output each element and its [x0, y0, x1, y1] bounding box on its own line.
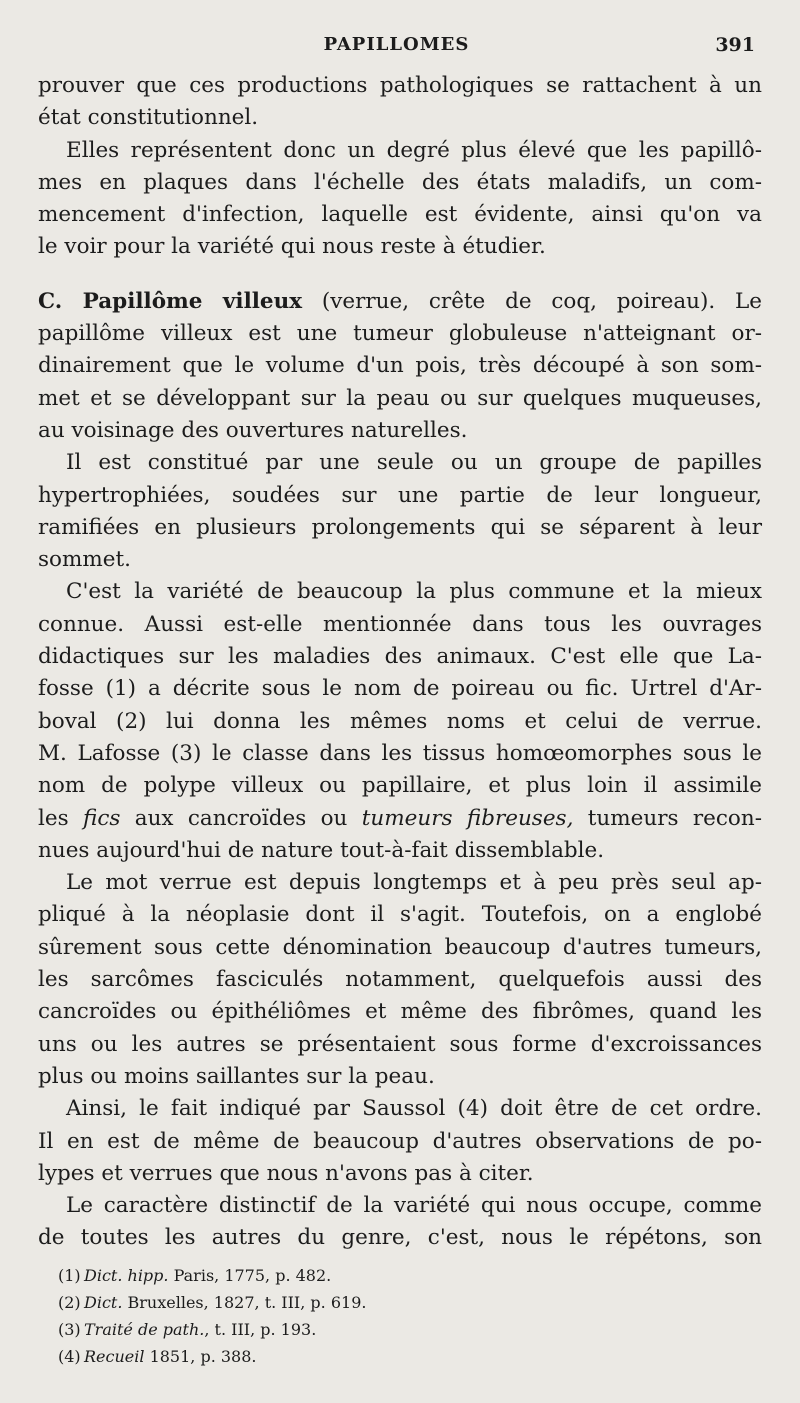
footnote: [58, 1289, 658, 1316]
text-line: Il en est de même de beaucoup d'autres observations de po-: [38, 1128, 762, 1154]
footnote-work: Dict. hipp.: [84, 1266, 169, 1285]
text-line: M. Lafosse (3) le classe dans les tissus homœomorphes sous le: [38, 740, 762, 766]
text-line: de toutes les autres du genre, c'est, nous le répétons, son: [38, 1225, 762, 1251]
text-line: papillôme villeux est une tumeur globuleuse n'atteignant or-: [38, 321, 762, 347]
text-line: Ainsi, le fait indiqué par Saussol (4) doit être de cet ordre.: [66, 1096, 762, 1122]
text-line: nom de polype villeux ou papillaire, et plus loin il assimile: [38, 773, 762, 799]
text-line-with-italics: [38, 803, 762, 835]
text-line: au voisinage des ouvertures naturelles.: [38, 417, 468, 443]
text-line: Le mot verrue est depuis longtemps et à peu près seul ap-: [66, 870, 762, 896]
text-line: ramifiées en plusieurs prolongements qui se séparent à leur: [38, 514, 762, 540]
footnote-number: (3): [58, 1320, 81, 1339]
footnote-number: (2): [58, 1293, 81, 1312]
section-heading-line: [38, 286, 762, 318]
text-span: aux cancroïdes ou: [120, 805, 362, 831]
footnote-detail: , t. III, p. 193.: [204, 1320, 317, 1339]
body-text: [38, 70, 762, 1255]
footnote-detail: 1851, p. 388.: [144, 1347, 257, 1366]
text-line: sommet.: [38, 547, 131, 573]
text-line: fosse (1) a décrite sous le nom de poireau ou fic. Urtrel d'Ar-: [38, 676, 762, 702]
page-number: 391: [715, 34, 755, 56]
text-line: le voir pour la variété qui nous reste à étudier.: [38, 234, 546, 260]
running-title: PAPILLOMES: [323, 34, 470, 55]
text-line: sûrement sous cette dénomination beaucoup d'autres tumeurs,: [38, 934, 762, 960]
footnote-detail: Paris, 1775, p. 482.: [168, 1266, 332, 1285]
text-line: mes en plaques dans l'échelle des états maladifs, un com-: [38, 169, 762, 195]
text-line: didactiques sur les maladies des animaux. C'est elle que La-: [38, 644, 762, 670]
text-line: les sarcômes fasciculés notamment, quelquefois aussi des: [38, 967, 762, 993]
footnotes: [58, 1262, 658, 1370]
text-span: tumeurs recon-: [573, 805, 762, 831]
footnote-work: Recueil: [84, 1347, 145, 1366]
footnote-detail: Bruxelles, 1827, t. III, p. 619.: [122, 1293, 367, 1312]
section-gap: [38, 264, 762, 286]
text-line: Elles représentent donc un degré plus élevé que les papillô-: [66, 137, 762, 163]
text-line: cancroïdes ou épithéliômes et même des fibrômes, quand les: [38, 999, 762, 1025]
text-line: dinairement que le volume d'un pois, très découpé à son som-: [38, 353, 762, 379]
text-span: les: [38, 805, 83, 831]
text-line: Le caractère distinctif de la variété qui nous occupe, comme: [66, 1193, 762, 1219]
text-line: mencement d'infection, laquelle est évidente, ainsi qu'on va: [38, 202, 762, 228]
footnote-number: (4): [58, 1347, 81, 1366]
text-span: (verrue, crête de coq, poireau). Le: [302, 288, 762, 314]
text-line: met et se développant sur la peau ou sur quelques muqueuses,: [38, 385, 762, 411]
footnote-number: (1): [58, 1266, 81, 1285]
text-line: pliqué à la néoplasie dont il s'agit. Toutefois, on a englobé: [38, 902, 762, 928]
section-heading: C. Papillôme villeux: [38, 288, 303, 314]
text-line: hypertrophiées, soudées sur une partie de leur longueur,: [38, 482, 762, 508]
footnote: [58, 1343, 658, 1370]
text-line: état constitutionnel.: [38, 105, 259, 131]
text-line: nues aujourd'hui de nature tout-à-fait dissemblable.: [38, 837, 605, 863]
text-line: C'est la variété de beaucoup la plus commune et la mieux: [66, 579, 762, 605]
footnote-work: Traité de path.: [84, 1320, 205, 1339]
footnote: [58, 1316, 658, 1343]
text-line: plus ou moins saillantes sur la peau.: [38, 1063, 435, 1089]
text-line: connue. Aussi est-elle mentionnée dans tous les ouvrages: [38, 611, 762, 637]
footnote-work: Dict.: [84, 1293, 123, 1312]
text-line: Il est constitué par une seule ou un groupe de papilles: [66, 450, 762, 476]
text-line: boval (2) lui donna les mêmes noms et celui de verrue.: [38, 708, 762, 734]
italic-term: fics: [82, 805, 121, 831]
page-header: [38, 34, 755, 62]
italic-term: tumeurs fibreuses,: [361, 805, 574, 831]
text-line: lypes et verrues que nous n'avons pas à citer.: [38, 1160, 534, 1186]
text-line: uns ou les autres se présentaient sous forme d'excroissances: [38, 1031, 762, 1057]
footnote: [58, 1262, 658, 1289]
text-line: prouver que ces productions pathologiques se rattachent à un: [38, 73, 762, 98]
